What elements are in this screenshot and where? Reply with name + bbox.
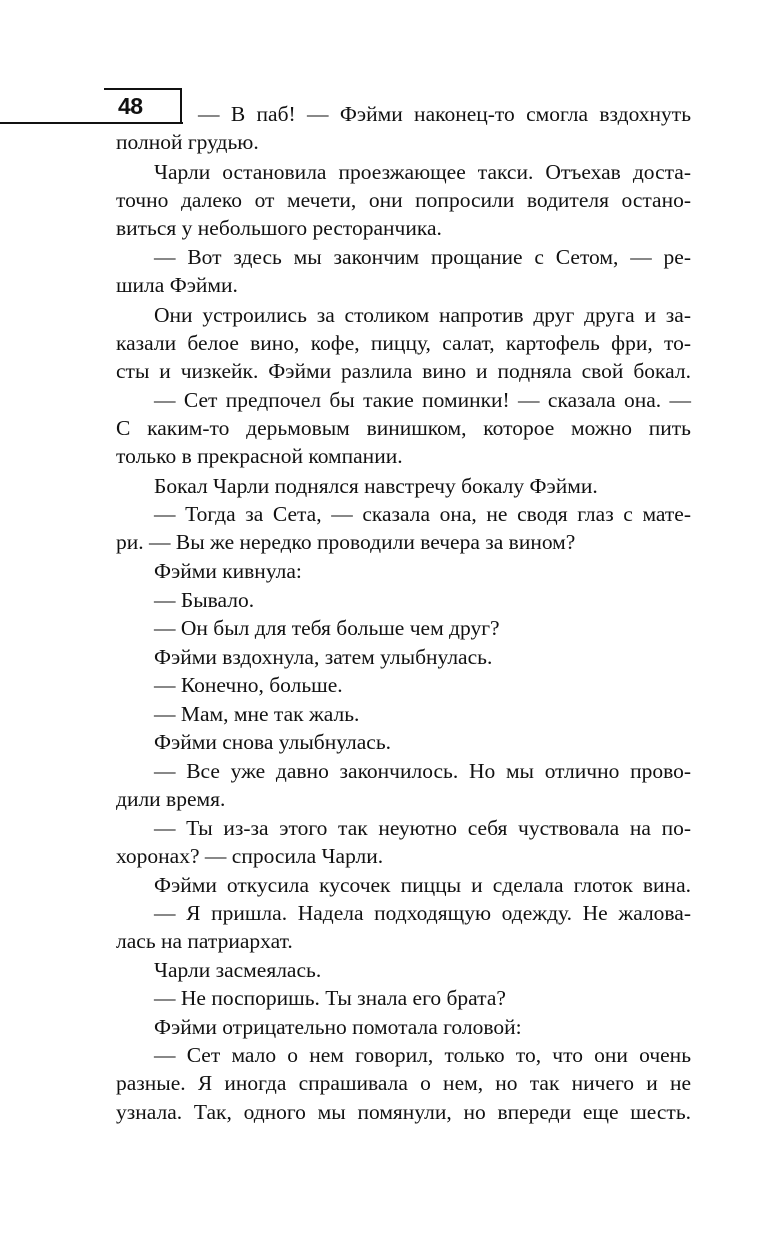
text-line: Чарли остановила проезжающее такси. Отъехав доста- xyxy=(154,160,691,184)
text-line: ри. — Вы же нередко проводили вечера за вином? xyxy=(116,530,576,554)
text-line: шила Фэйми. xyxy=(116,273,238,297)
text-line: — Бывало. xyxy=(154,588,255,612)
text-line: казали белое вино, кофе, пиццу, салат, картофель фри, то- xyxy=(116,331,691,355)
page-number-box xyxy=(104,88,182,122)
text-line: разные. Я иногда спрашивала о нем, но так ничего и не xyxy=(116,1071,691,1095)
text-line: точно далеко от мечети, они попросили водителя остано- xyxy=(116,188,691,212)
text-line: Фэйми откусила кусочек пиццы и сделала глоток вина. xyxy=(154,873,691,897)
text-line: Фэйми снова улыбнулась. xyxy=(154,730,392,754)
text-line: сты и чизкейк. Фэйми разлила вино и подняла свой бокал. xyxy=(116,359,691,383)
text-line: лась на патриархат. xyxy=(116,929,293,953)
text-line: — В паб! — Фэйми наконец-то смогла вздохнуть xyxy=(198,102,691,126)
text-line: — Вот здесь мы закончим прощание с Сетом, — ре- xyxy=(154,245,691,269)
page-number: 48 xyxy=(118,93,143,119)
text-line: Фэйми отрицательно помотала головой: xyxy=(154,1015,522,1039)
text-line: только в прекрасной компании. xyxy=(116,444,403,468)
text-line: — Мам, мне так жаль. xyxy=(154,702,360,726)
header-rule xyxy=(0,122,183,124)
text-line: — Сет мало о нем говорил, только то, что они очень xyxy=(154,1043,691,1067)
text-line: — Все уже давно закончилось. Но мы отлично прово- xyxy=(154,759,691,783)
text-line: хоронах? — спросила Чарли. xyxy=(116,844,384,868)
text-line: Чарли засмеялась. xyxy=(154,958,322,982)
text-line: — Не поспоришь. Ты знала его брата? xyxy=(154,986,506,1010)
text-line: — Тогда за Сета, — сказала она, не сводя глаз с мате- xyxy=(154,502,691,526)
text-line: — Я пришла. Надела подходящую одежду. Не жалова- xyxy=(154,901,691,925)
text-line: С каким-то дерьмовым винишком, которое можно пить xyxy=(116,416,691,440)
text-line: Бокал Чарли поднялся навстречу бокалу Фэйми. xyxy=(154,474,598,498)
text-line: — Он был для тебя больше чем друг? xyxy=(154,616,500,640)
text-line: Фэйми кивнула: xyxy=(154,559,302,583)
text-line: — Ты из-за этого так неуютно себя чуствовала на по- xyxy=(154,816,691,840)
text-line: виться у небольшого ресторанчика. xyxy=(116,216,442,240)
text-line: — Сет предпочел бы такие поминки! — сказала она. — xyxy=(154,388,691,412)
text-line: Фэйми вздохнула, затем улыбнулась. xyxy=(154,645,493,669)
text-line: полной грудью. xyxy=(116,130,259,154)
text-line: дили время. xyxy=(116,787,226,811)
text-line: — Конечно, больше. xyxy=(154,673,343,697)
text-line: узнала. Так, одного мы помянули, но впереди еще шесть. xyxy=(116,1100,691,1124)
text-line: Они устроились за столиком напротив друг друга и за- xyxy=(154,303,691,327)
